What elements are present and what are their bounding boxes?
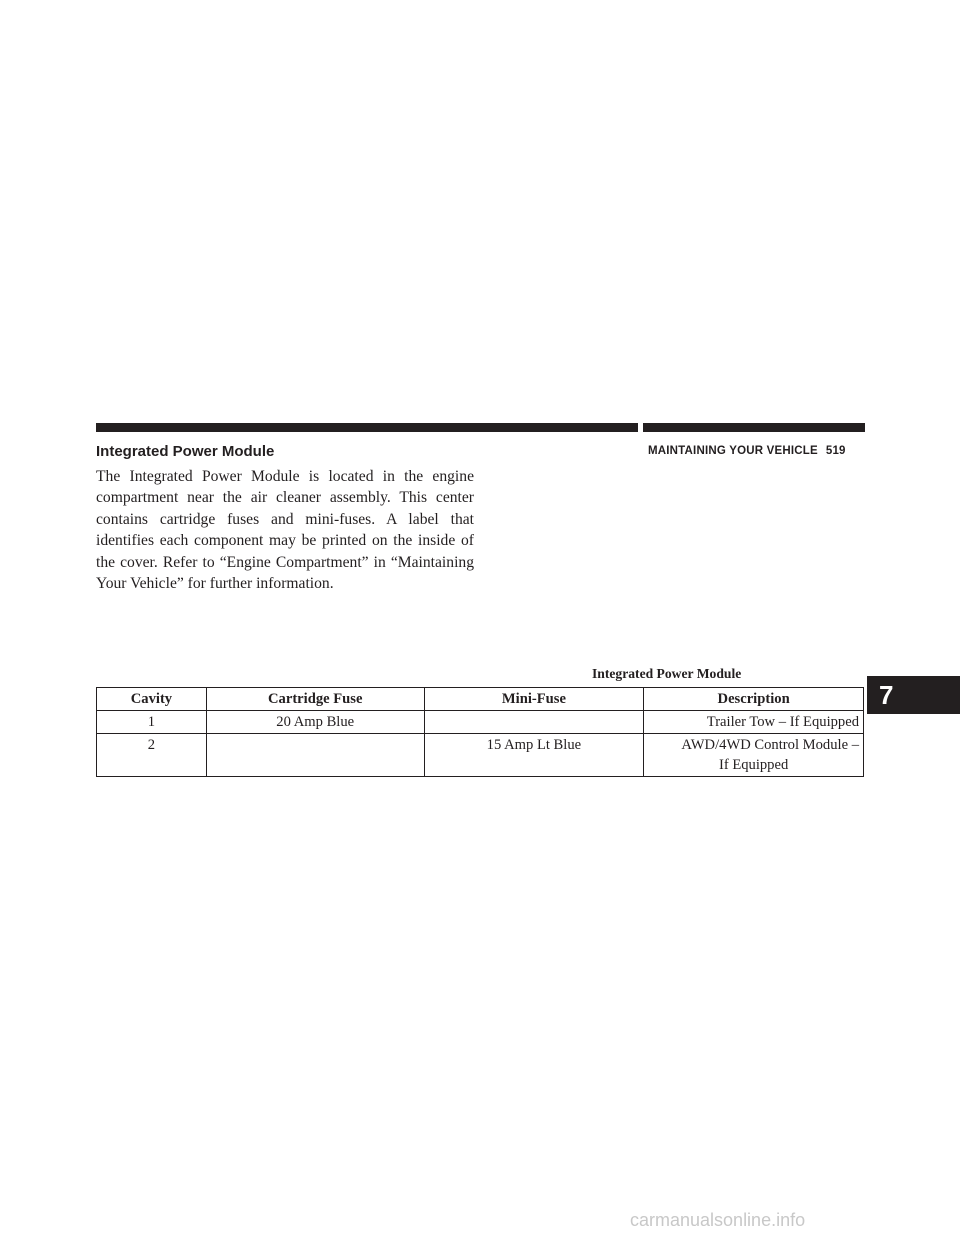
- body-paragraph: The Integrated Power Module is located in the engine compartment near the air cleaner assembly. This center contains cartridge fuses and mini-fuses. A label that identifies each component may be printed on the inside of the cover. Refer to “Engine Compartment” in “Maintaining Your Vehicle” for further information.: [96, 468, 474, 593]
- page-number: 519: [825, 445, 846, 457]
- running-head: [648, 445, 866, 457]
- section-title: Integrated Power Module: [96, 443, 275, 460]
- cell-cavity: 2: [97, 734, 207, 777]
- body-text: [96, 466, 474, 594]
- watermark: carmanualsonline.info: [630, 1210, 806, 1230]
- table-caption: Integrated Power Module: [592, 666, 742, 681]
- cell-cavity: 1: [97, 711, 207, 734]
- table-row: [97, 734, 864, 777]
- column-header-description: Description: [644, 688, 864, 711]
- cell-mini-fuse: [424, 711, 644, 734]
- header-rule-right: [643, 423, 865, 432]
- chapter-tab: 7: [867, 676, 960, 714]
- column-header-cavity: Cavity: [97, 688, 207, 711]
- description-line: Trailer Tow – If Equipped: [706, 714, 859, 730]
- fuse-table: [96, 687, 864, 777]
- table-header-row: [97, 688, 864, 711]
- description-line: If Equipped: [718, 757, 789, 773]
- column-header-cartridge-fuse: Cartridge Fuse: [206, 688, 424, 711]
- cell-mini-fuse: 15 Amp Lt Blue: [424, 734, 644, 777]
- column-header-mini-fuse: Mini-Fuse: [424, 688, 644, 711]
- description-line: AWD/4WD Control Module –: [681, 737, 859, 753]
- cell-cartridge-fuse: [206, 734, 424, 777]
- cell-description: [644, 734, 864, 777]
- cell-cartridge-fuse: 20 Amp Blue: [206, 711, 424, 734]
- table-row: [97, 711, 864, 734]
- cell-description: [644, 711, 864, 734]
- header-rule-left: [96, 423, 638, 432]
- running-title: MAINTAINING YOUR VEHICLE: [648, 445, 818, 457]
